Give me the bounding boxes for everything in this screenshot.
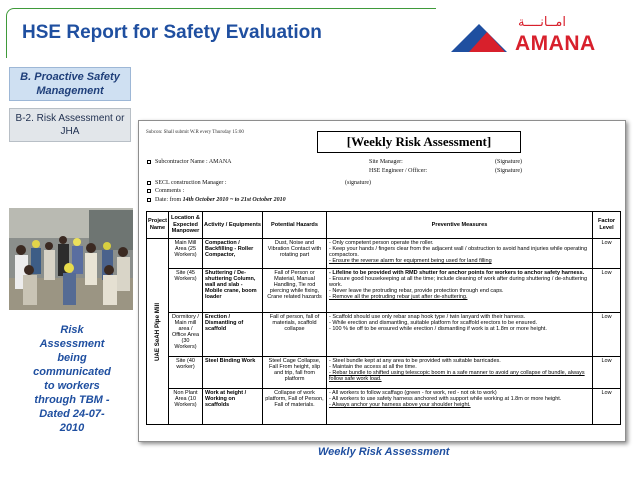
table-row — [147, 239, 621, 269]
site-manager-line: Site Manager: — [369, 159, 403, 165]
row-activity: Steel Binding Work — [203, 357, 263, 389]
date-value: 14th October 2010 ~ to 21st October 2010 — [182, 197, 286, 203]
checkbox-icon — [147, 198, 151, 202]
row-location: Main Mill Area (25 Workers) — [169, 239, 203, 269]
row-level: Low — [593, 389, 621, 425]
row-measures — [327, 313, 593, 357]
doc-heading: [Weekly Risk Assessment] — [317, 131, 521, 153]
secl-manager-line: SECL construction Manager : — [147, 180, 227, 186]
row-level: Low — [593, 313, 621, 357]
measure-line: - Always anchor your harness above your shoulder height. — [329, 402, 471, 409]
row-measures — [327, 389, 593, 425]
measure-line: - Steel bundle kept at any area to be provided with suitable barricades. — [329, 358, 501, 364]
table-header-row — [147, 212, 621, 239]
header-hazards: Potential Hazards — [263, 212, 327, 239]
row-hazards: Fall of Person or Material, Manual Handling, Tie rod piercing while fixing, Crane related hazards — [263, 269, 327, 313]
measure-line: - Keep your hands / fingers clear from the adjacent wall / obstruction to avoid hand injuries while operating compactors. — [329, 246, 588, 259]
row-location: Site (40 worker) — [169, 357, 203, 389]
table-row — [147, 269, 621, 313]
header-level: Factor Level — [593, 212, 621, 239]
comments-line: Comments : — [147, 188, 184, 194]
subsection-label: B-2. Risk Assessment or JHA — [9, 108, 131, 142]
header-location: Location & Expected Manpower — [169, 212, 203, 239]
row-activity: Compaction / Backfilling - Roller Compactor, — [203, 239, 263, 269]
row-location: Non Plant Area (10 Workers) — [169, 389, 203, 425]
measure-line: - All workers to follow scaffago (green - for work, red - not ok to work) — [329, 390, 497, 396]
row-hazards: Steel Cage Collapse, Fall From height, slip and trip, fall from platform — [263, 357, 327, 389]
weekly-risk-assessment-document — [138, 120, 626, 442]
row-level: Low — [593, 269, 621, 313]
secl-signature: (signature) — [345, 180, 371, 186]
measure-line: - Scaffold should use only rebar snap hook type / twin lanyard with their harness. — [329, 314, 526, 320]
row-location: Dormitory / Main mill area / Office Area (30 Workers) — [169, 313, 203, 357]
measure-line: - Maintain the access at all the time. — [329, 364, 417, 371]
row-hazards: Dust, Noise and Vibration Contact with rotating part — [263, 239, 327, 269]
measure-line: - Remove all the protruding rebar just after de-shuttering. — [329, 294, 468, 301]
measure-line: - All workers to use safety harness anchored with support while working at 1.8m or more height. — [329, 396, 562, 403]
header-measures: Preventive Measures — [327, 212, 593, 239]
row-level: Low — [593, 239, 621, 269]
header-activity: Activity / Equipments — [203, 212, 263, 239]
project-name: UAE SeAH Pipe Mill — [153, 302, 161, 361]
logo-wordmark: AMANA — [515, 32, 596, 55]
checkbox-icon — [147, 160, 151, 164]
measure-line: - Never leave the protruding rebar, provide protection through end caps. — [329, 288, 504, 295]
risk-table — [146, 211, 621, 425]
photo-caption: Risk Assessment being communicated to workers through TBM - Dated 24-07-2010 — [33, 324, 111, 434]
measure-line: - Only competent person operate the roller. — [329, 240, 434, 246]
tbm-photo — [9, 208, 133, 310]
row-hazards: Collapse of work platform, Fall of Person, Fall of materials. — [263, 389, 327, 425]
row-measures — [327, 357, 593, 389]
checkbox-icon — [147, 181, 151, 185]
table-row — [147, 313, 621, 357]
measure-line: - Lifeline to be provided with RMD shutter for anchor points for workers to anchor safety harness. — [329, 270, 585, 276]
header-project: Project Name — [147, 212, 169, 239]
measure-line: - Ensure the reverse alarm for equipment being used for land filling — [329, 258, 492, 265]
checkbox-icon — [147, 189, 151, 193]
row-activity: Erection / Dismantling of scaffold — [203, 313, 263, 357]
section-label: B. Proactive Safety Management — [9, 67, 131, 101]
row-activity: Shuttering / De-shuttering Column, wall and slab - Mobile crane, boom loader — [203, 269, 263, 313]
row-location: Site (45 Workers) — [169, 269, 203, 313]
row-activity: Work at height / Working on scaffolds — [203, 389, 263, 425]
row-hazards: Fall of person, fall of materials, scaffold collapse — [263, 313, 327, 357]
subcontractor-line: Subcontractor Name : AMANA — [147, 159, 232, 165]
row-measures — [327, 269, 593, 313]
table-row — [147, 357, 621, 389]
project-name-cell — [147, 239, 169, 425]
slide-title: HSE Report for Safety Evaluation — [22, 22, 322, 43]
document-caption: Weekly Risk Assessment — [318, 446, 450, 458]
site-manager-signature: (Signature) — [495, 159, 522, 165]
measure-line: - Rebar bundle to shifted using telescopic boom in a safe manner to avoid any collapse of bundle, always follow safe work load. — [329, 370, 585, 383]
hse-signature: (Signature) — [495, 168, 522, 174]
row-measures — [327, 239, 593, 269]
measure-line: - Ensure good housekeeping at all the time; include cleaning of work after during shuttering / de-shuttering work. — [329, 276, 588, 289]
doc-note: Subcon: Shall submit W.R every Thursday 15:00 — [146, 130, 244, 135]
logo-arabic: امــانــــة — [518, 15, 566, 30]
measure-line: - While erection and dismantling, suitable platform for scaffold erectors to be ensured. — [329, 320, 538, 327]
hse-engineer-line: HSE Engineer / Officer: — [369, 168, 428, 174]
row-level: Low — [593, 357, 621, 389]
table-row — [147, 389, 621, 425]
date-line: Date: from 14th October 2010 ~ to 21st October 2010 — [147, 197, 286, 203]
measure-line: - 100 % tie off to be ensured while erection / dismantling if work is at 1.8m or more height. — [329, 326, 547, 333]
